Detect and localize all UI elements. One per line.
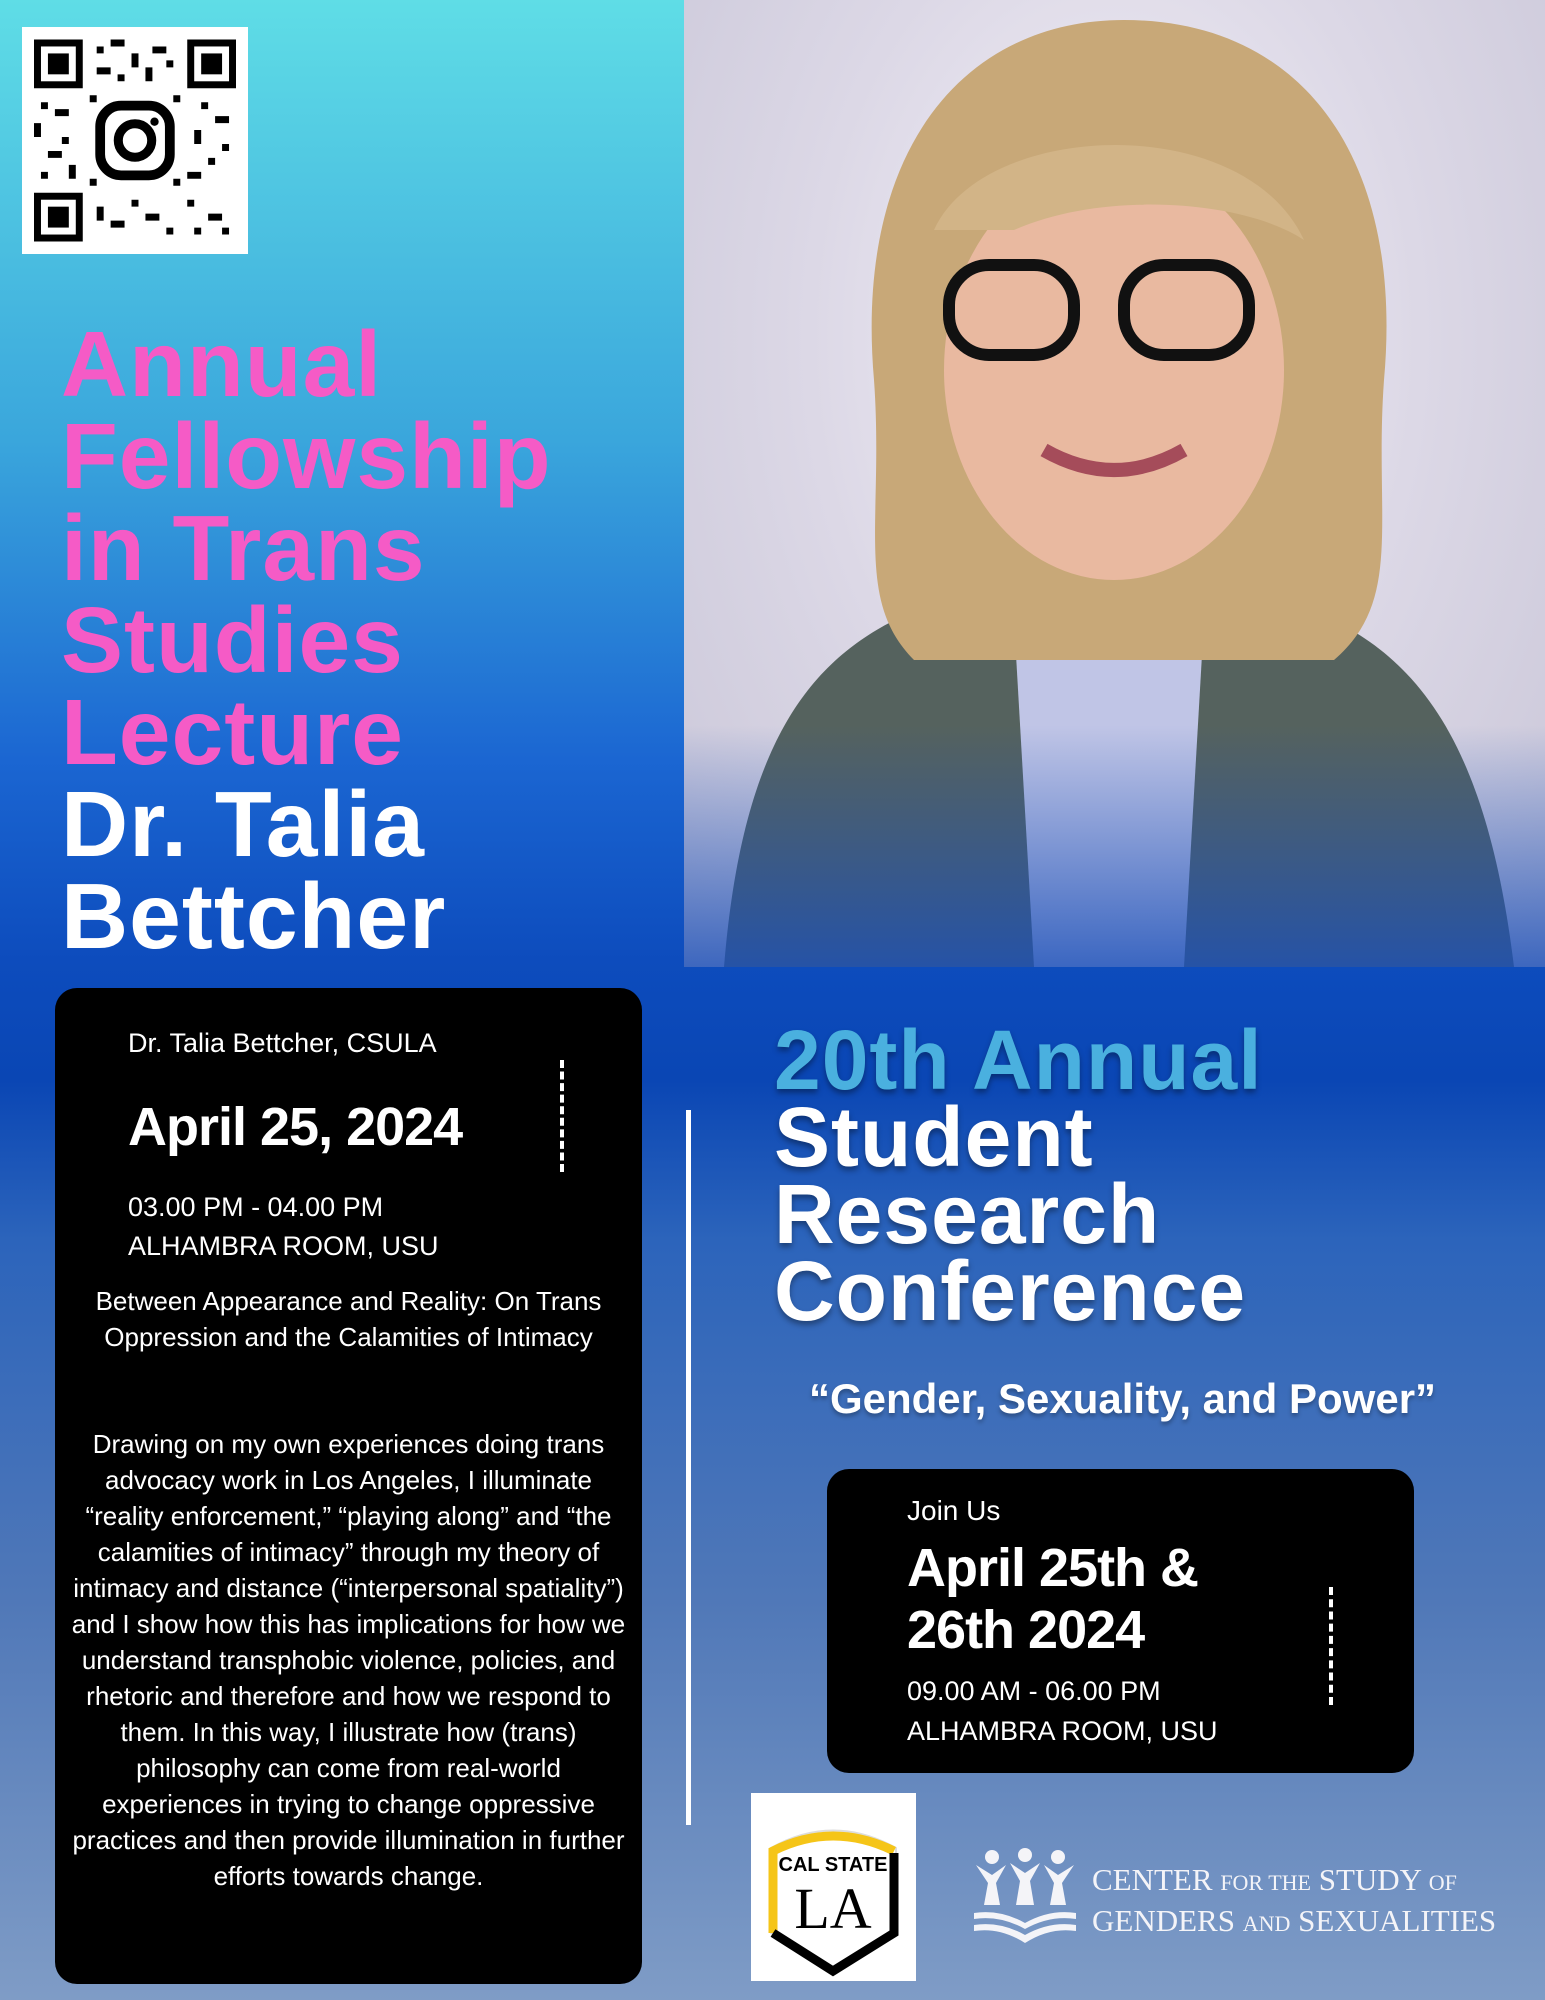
lecture-speaker: Dr. Talia Bettcher, CSULA [128, 1028, 437, 1058]
title-line: in Trans [61, 496, 426, 600]
title-line: Annual [61, 312, 383, 416]
title-line: Studies [61, 588, 404, 692]
conference-title-line: Student [774, 1090, 1094, 1184]
talk-title: Between Appearance and Reality: On Trans Oppression and the Calamities of Intimacy [95, 1286, 602, 1352]
title-line: Fellowship [61, 404, 552, 508]
lecture-time: 03.00 PM - 04.00 PM [128, 1192, 384, 1222]
talk-abstract: Drawing on my own experiences doing trans advocacy work in Los Angeles, I illuminate “reality enforcement,” “playing along” and “the calamities of intimacy” through my theory of intimacy and distance (“interpersonal spatiality”) and I show how this has implications for how we understand transphobic violence, policies, and rhetoric and therefore and how we respond to them. In this way, I illustrate how (trans) philosophy can come from real-world experiences in trying to change oppressive practices and then provide illumination in further efforts towards change. [71, 1429, 626, 1891]
conference-details-card [827, 1469, 1414, 1773]
dashed-divider [560, 1060, 564, 1172]
csla-top-text: CAL STATE [778, 1854, 888, 1876]
logo-word: SEXUALITIES [1298, 1903, 1497, 1938]
conference-location: ALHAMBRA ROOM, USU [907, 1716, 1218, 1746]
csla-bottom-text: LA [794, 1876, 872, 1941]
conference-edition: 20th Annual [774, 1013, 1263, 1107]
lecture-details-card [55, 988, 642, 1984]
lecture-date: April 25, 2024 [128, 1097, 463, 1157]
speaker-photo [684, 0, 1545, 967]
people-book-icon [970, 1843, 1080, 1948]
conference-title-line: Conference [774, 1244, 1247, 1338]
logo-word: CENTER [1092, 1862, 1213, 1897]
lecture-time-location [128, 1188, 439, 1266]
logo-word: OF [1428, 1870, 1457, 1895]
conference-theme: “Gender, Sexuality, and Power” [808, 1375, 1437, 1422]
vertical-divider [686, 1110, 691, 1825]
qr-code-icon [34, 39, 236, 242]
instagram-qr-code[interactable] [22, 27, 248, 254]
title-line: Lecture [61, 680, 404, 784]
lecture-title [61, 312, 552, 968]
center-study-genders-logo [970, 1843, 1497, 1948]
join-us-label: Join Us [907, 1495, 1001, 1526]
dashed-divider [1329, 1587, 1333, 1705]
logo-word: AND [1242, 1911, 1291, 1936]
conference-time-location [907, 1671, 1218, 1751]
speaker-name-line: Dr. Talia [61, 772, 425, 876]
conference-title-line: Research [774, 1167, 1161, 1261]
lecture-location: ALHAMBRA ROOM, USU [128, 1231, 439, 1261]
conference-date: April 25th & 26th 2024 [907, 1538, 1199, 1660]
logo-word: GENDERS [1092, 1903, 1235, 1938]
speaker-name-line: Bettcher [61, 864, 447, 968]
conference-heading [774, 1013, 1263, 1338]
cal-state-la-logo [751, 1793, 916, 1981]
logo-word: FOR THE [1220, 1870, 1311, 1895]
conference-time: 09.00 AM - 06.00 PM [907, 1676, 1161, 1706]
logo-word: STUDY [1318, 1862, 1421, 1897]
